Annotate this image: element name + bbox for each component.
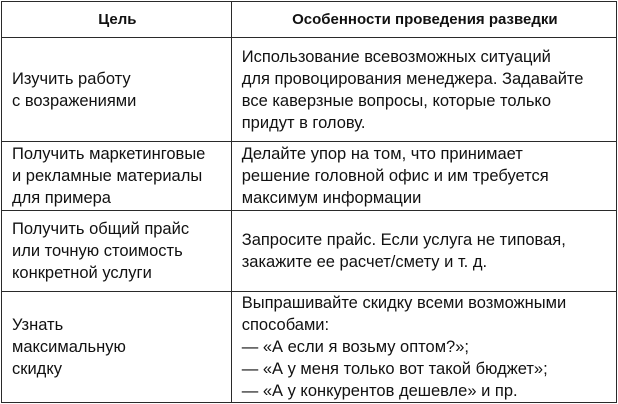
features-line: Использование всевозможных ситуаций — [241, 47, 551, 66]
features-line: — «А у конкурентов дешевле» и пр. — [241, 382, 518, 400]
features-line: придут в голову. — [241, 113, 366, 132]
features-line: для провоцирования менеджера. Задавайте — [241, 69, 584, 88]
goal-cell — [2, 38, 232, 142]
features-line: способами: — [241, 316, 330, 334]
features-line: решение головной офис и им требуется — [241, 167, 549, 185]
goal-line: и рекламные материалы — [12, 167, 203, 185]
goal-line: или точную стоимость — [12, 242, 183, 260]
features-line: Выпрашивайте скидку всеми возможными — [241, 294, 567, 312]
features-line: Запросите прайс. Если услуга не типовая, — [241, 231, 566, 249]
goal-line: Получить общий прайс — [12, 220, 190, 238]
goal-cell — [2, 142, 232, 211]
features-cell — [231, 211, 616, 292]
goal-line: с возражениями — [12, 91, 137, 110]
features-line: закажите ее расчет/смету и т. д. — [241, 253, 488, 271]
goal-cell — [2, 292, 232, 403]
features-line: — «А если я возьму оптом?»; — [241, 338, 469, 356]
header-features: Особенности проведения разведки — [231, 2, 616, 38]
table-row — [2, 211, 617, 292]
table-row — [2, 292, 617, 403]
features-line: Делайте упор на том, что принимает — [241, 145, 523, 163]
goal-line: Изучить работу — [12, 69, 131, 88]
reconnaissance-table — [1, 1, 617, 403]
goal-line: Узнать — [12, 316, 64, 334]
table-row — [2, 142, 617, 211]
table-header-row — [2, 2, 617, 38]
goal-line: для примера — [12, 189, 111, 207]
goal-line: максимальную — [12, 338, 126, 356]
features-cell — [231, 142, 616, 211]
features-line: — «А у меня только вот такой бюджет»; — [241, 360, 548, 378]
header-goal: Цель — [2, 2, 232, 38]
features-cell — [231, 292, 616, 403]
features-line: максимум информации — [241, 189, 422, 207]
goal-line: конкретной услуги — [12, 264, 152, 282]
goal-cell — [2, 211, 232, 292]
table-row — [2, 38, 617, 142]
features-line: все каверзные вопросы, которые только — [241, 91, 552, 110]
goal-line: скидку — [12, 360, 62, 378]
goal-line: Получить маркетинговые — [12, 145, 206, 163]
features-cell — [231, 38, 616, 142]
